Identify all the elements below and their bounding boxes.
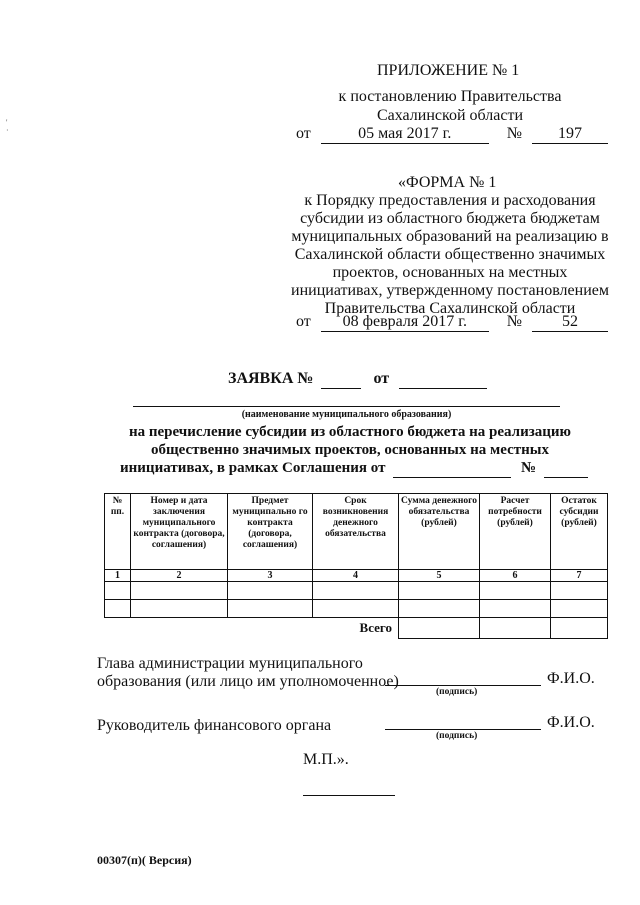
column-number: 3 bbox=[228, 570, 313, 582]
table-cell bbox=[480, 600, 551, 618]
purpose-line-3 bbox=[120, 460, 588, 478]
municipality-caption: (наименование муниципального образования) bbox=[241, 409, 452, 420]
table-cell bbox=[551, 582, 608, 600]
total-cell bbox=[480, 618, 551, 639]
total-cell bbox=[551, 618, 608, 639]
table-row bbox=[105, 582, 608, 600]
stamp-label: М.П.». bbox=[303, 751, 349, 768]
table-cell bbox=[399, 582, 480, 600]
form-date-row bbox=[296, 313, 608, 332]
appendix-line1: к постановлению Правительства bbox=[338, 88, 562, 105]
agreement-no-label: № bbox=[520, 460, 537, 476]
form-line-5: проектов, основанных на местных bbox=[332, 264, 568, 281]
finance-signature-line bbox=[385, 729, 541, 730]
finance-fio: Ф.И.О. bbox=[547, 714, 595, 731]
form-line-6: инициативах, утвержденному постановлением bbox=[291, 282, 609, 299]
table-header: Расчет потребности (рублей) bbox=[480, 494, 551, 570]
table-cell bbox=[131, 600, 228, 618]
table-cell bbox=[480, 582, 551, 600]
table-number-row bbox=[105, 570, 608, 582]
payments-table bbox=[104, 493, 608, 639]
column-number: 5 bbox=[399, 570, 480, 582]
table-cell bbox=[551, 600, 608, 618]
form-line-7: Правительства Сахалинской области bbox=[324, 300, 576, 317]
table-cell bbox=[228, 582, 313, 600]
margin-mark: ' bbox=[6, 118, 8, 127]
table-header: Остаток субсидии (рублей) bbox=[551, 494, 608, 570]
head-line-1: Глава администрации муниципального bbox=[97, 655, 363, 672]
table-header-row bbox=[105, 494, 608, 570]
table-total-row bbox=[105, 618, 608, 639]
table-header: № пп. bbox=[105, 494, 131, 570]
head-fio: Ф.И.О. bbox=[547, 670, 595, 687]
total-label: Всего bbox=[359, 620, 392, 635]
agreement-date-field bbox=[393, 460, 511, 478]
appendix-no-label: № bbox=[506, 125, 523, 142]
request-number-field bbox=[321, 370, 361, 389]
appendix-title: ПРИЛОЖЕНИЕ № 1 bbox=[377, 62, 520, 79]
table-header: Сумма денежного обязательства (рублей) bbox=[399, 494, 480, 570]
head-line-2: образования (или лицо им уполномоченное) bbox=[97, 673, 399, 690]
form-date: 08 февраля 2017 г. bbox=[321, 313, 489, 332]
table-cell bbox=[228, 600, 313, 618]
appendix-line2: Сахалинской области bbox=[376, 107, 524, 124]
form-from-label: от bbox=[296, 313, 311, 330]
table-cell bbox=[399, 600, 480, 618]
table-cell bbox=[313, 582, 399, 600]
request-date-field bbox=[399, 370, 487, 389]
request-title: ЗАЯВКА № bbox=[228, 370, 314, 387]
form-title: «ФОРМА № 1 bbox=[398, 174, 497, 191]
form-line-2: субсидии из областного бюджета бюджетам bbox=[300, 210, 600, 227]
column-number: 1 bbox=[105, 570, 131, 582]
table-row bbox=[105, 600, 608, 618]
margin-mark: · bbox=[6, 126, 9, 135]
total-cell bbox=[399, 618, 480, 639]
table-header: Срок возникновения денежного обязательства bbox=[313, 494, 399, 570]
table-header: Номер и дата заключения муниципального контракта (договора, соглашения) bbox=[131, 494, 228, 570]
purpose-line-1: на перечисление субсидии из областного бюджета на реализацию bbox=[128, 424, 572, 440]
municipality-line bbox=[133, 406, 560, 407]
form-line-4: Сахалинской области общественно значимых bbox=[294, 246, 606, 263]
footer-code: 00307(п)( Версия) bbox=[97, 853, 192, 867]
table-cell bbox=[105, 582, 131, 600]
form-line-3: муниципальных образований на реализацию в bbox=[291, 228, 609, 245]
stamp-line bbox=[303, 795, 395, 796]
column-number: 2 bbox=[131, 570, 228, 582]
form-line-1: к Порядку предоставления и расходования bbox=[304, 192, 596, 209]
appendix-date: 05 мая 2017 г. bbox=[321, 125, 489, 144]
request-heading bbox=[228, 370, 487, 389]
table-cell bbox=[313, 600, 399, 618]
appendix-date-row bbox=[296, 125, 608, 144]
form-no-label: № bbox=[506, 313, 523, 330]
request-from-label: от bbox=[373, 370, 390, 387]
column-number: 6 bbox=[480, 570, 551, 582]
head-sign-caption: (подпись) bbox=[436, 687, 478, 697]
agreement-number-field bbox=[544, 460, 588, 478]
appendix-from-label: от bbox=[296, 125, 311, 142]
column-number: 4 bbox=[313, 570, 399, 582]
finance-head-label: Руководитель финансового органа bbox=[97, 717, 332, 734]
table-cell bbox=[131, 582, 228, 600]
head-signature-line bbox=[385, 685, 541, 686]
purpose-line-2: общественно значимых проектов, основанных на местных bbox=[151, 442, 549, 458]
appendix-number: 197 bbox=[532, 125, 608, 144]
column-number: 7 bbox=[551, 570, 608, 582]
finance-sign-caption: (подпись) bbox=[436, 731, 478, 741]
agreement-label: инициативах, в рамках Соглашения от bbox=[120, 460, 386, 476]
form-number: 52 bbox=[532, 313, 608, 332]
table-header: Предмет муниципально го контракта (договора, соглашения) bbox=[228, 494, 313, 570]
table-cell bbox=[105, 600, 131, 618]
